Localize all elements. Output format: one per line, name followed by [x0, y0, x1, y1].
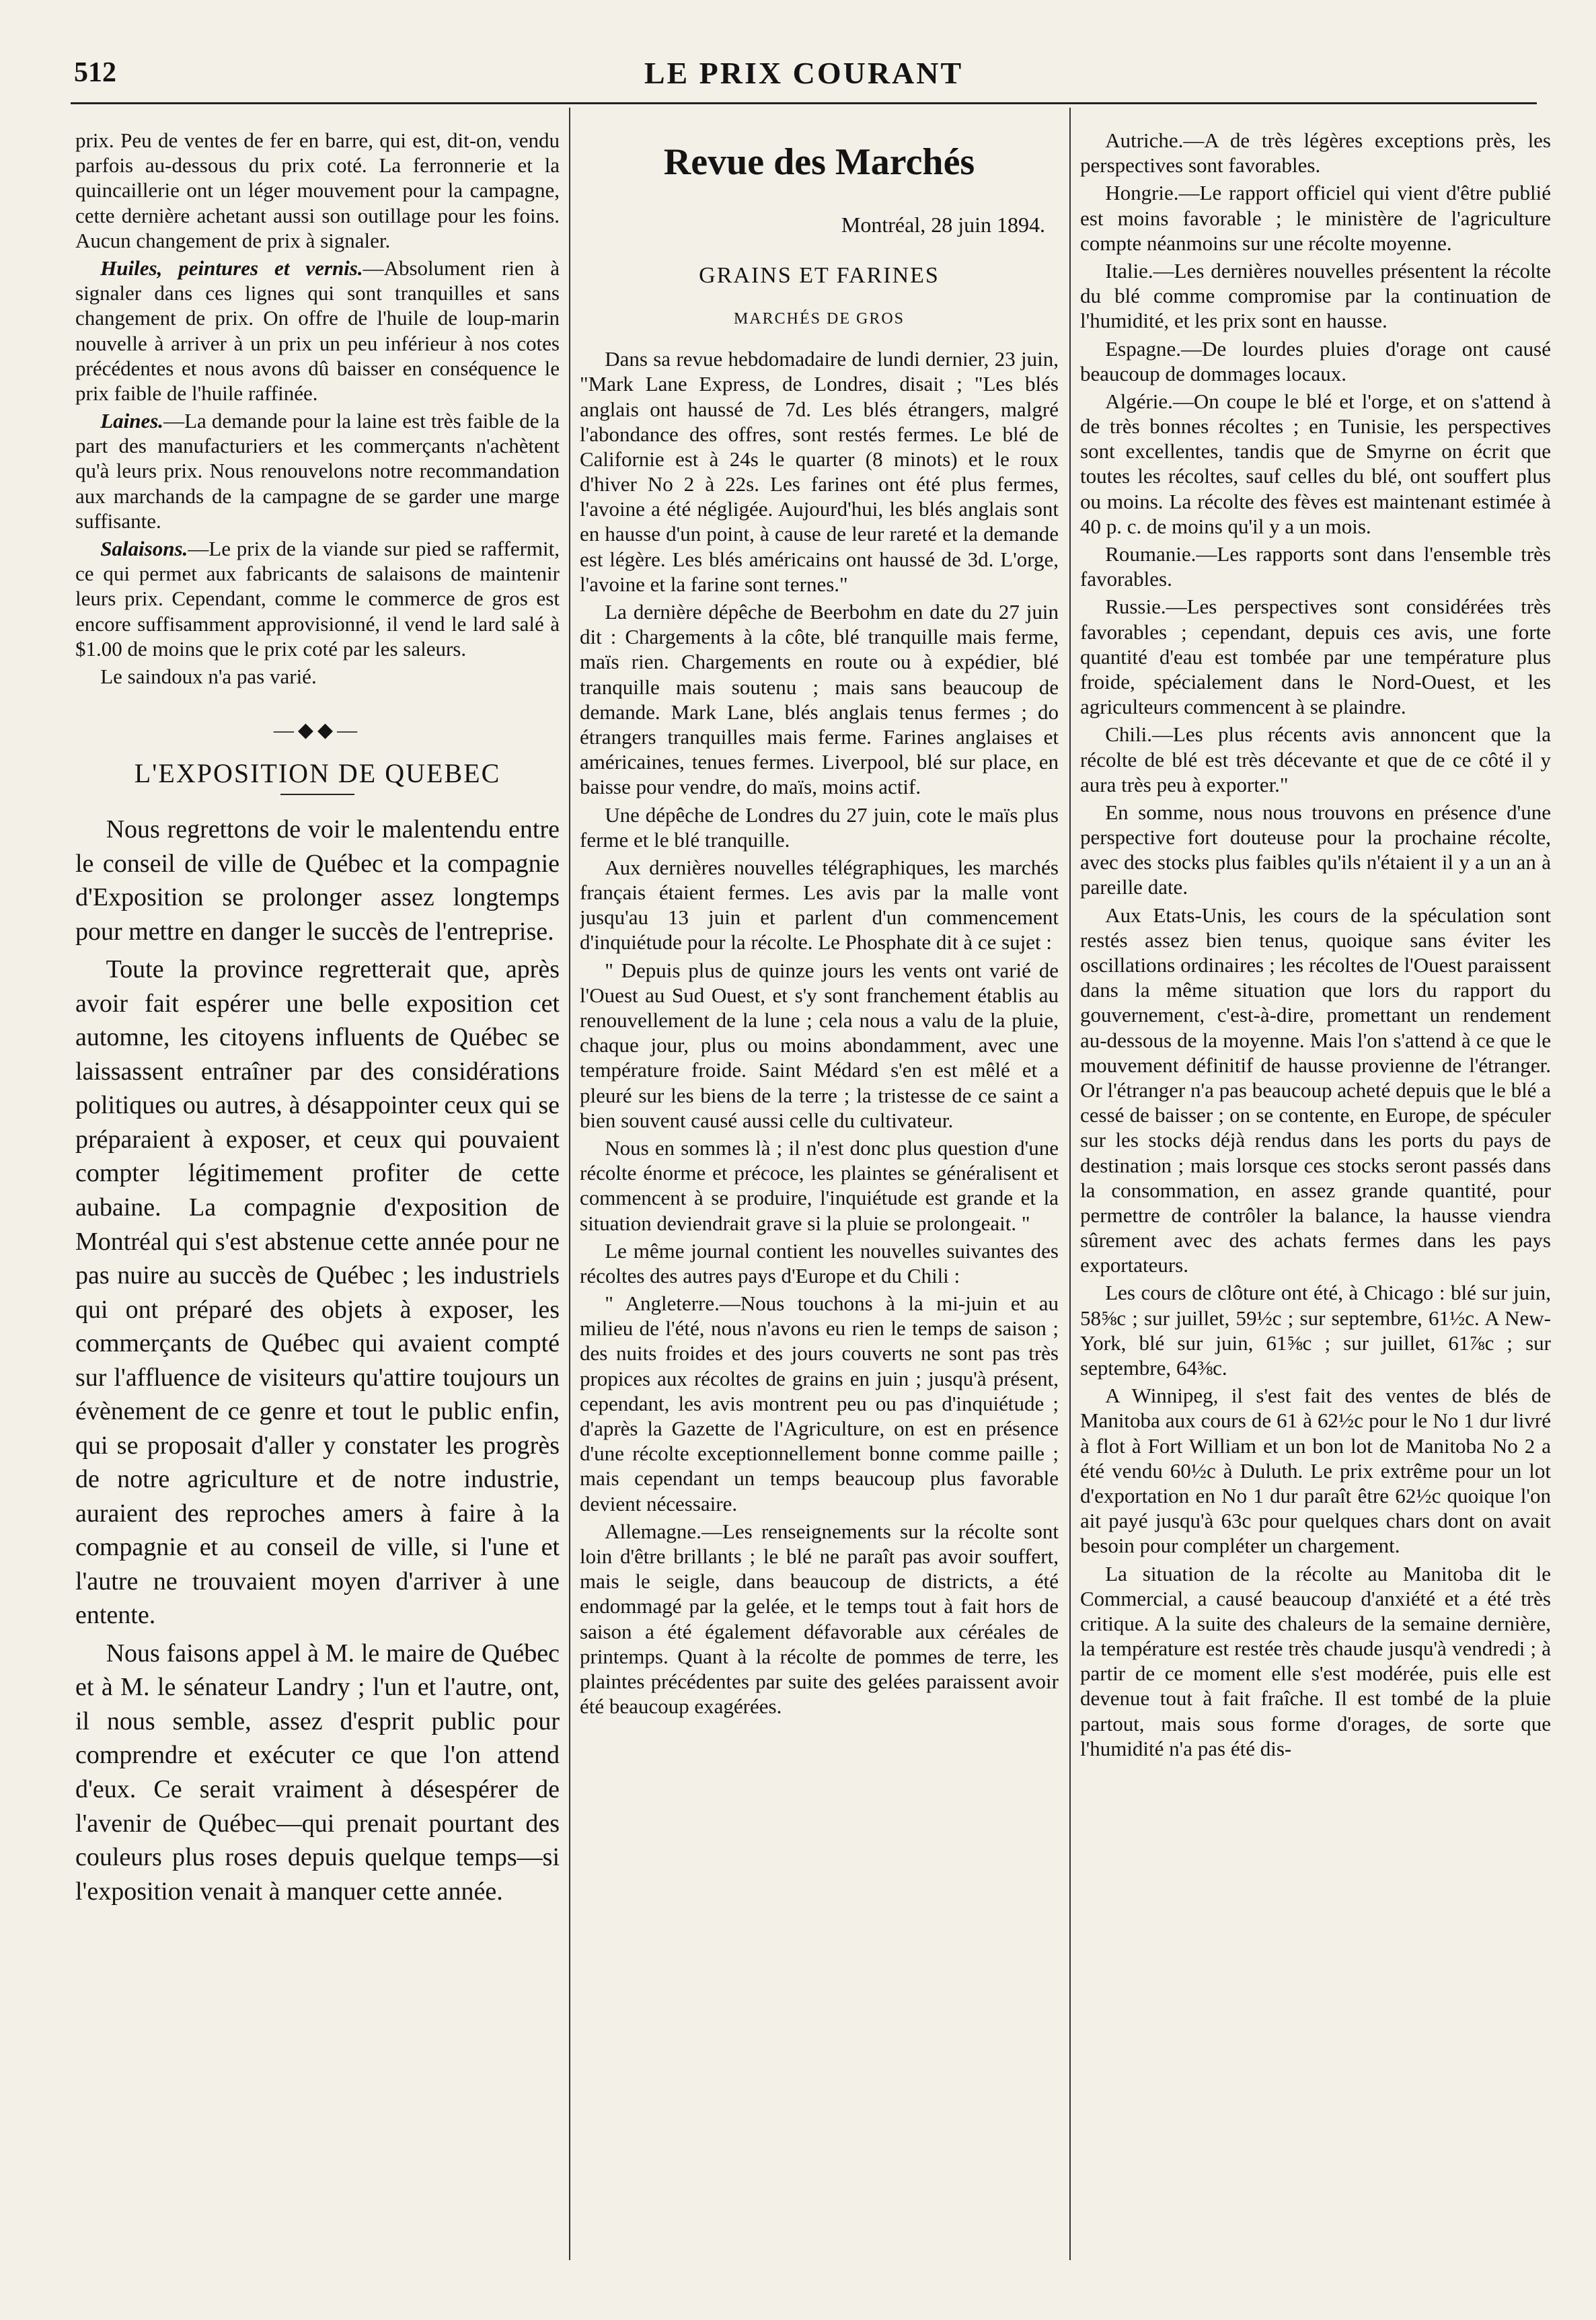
paragraph: Le saindoux n'a pas varié.	[100, 664, 317, 688]
page-header	[74, 52, 1533, 100]
paragraph: Algérie.—On coupe le blé et l'orge, et on s'attend à de très bonnes récoltes ; en Tunisie, les perspectives sont excellentes, tandis que de Smyrne on écrit que toutes les récoltes, sauf celles du blé, ont souffert plus ou moins. La récolte des fèves est maintenant estimée à 40 p. c. de moins qu'il y a un mois.	[1080, 389, 1551, 538]
expo-article	[75, 813, 560, 1908]
paragraph: Nous regrettons de voir le malentendu entre le conseil de ville de Québec et la compagnie d'Exposition se prolonger assez longtemps pour mettre en danger le succès de l'entreprise.	[75, 815, 560, 946]
subsection-heading: MARCHÉS DE GROS	[733, 310, 905, 328]
revue-headline: Revue des Marchés	[663, 141, 975, 183]
column-center	[580, 128, 1059, 2274]
paragraph: Les cours de clôture ont été, à Chicago : blé sur juin, 58⅝c ; sur juillet, 59½c ; sur septembre, 61½c. A New-York, blé sur juin, 61⅝c ; sur juillet, 61⅞c ; sur septembre, 64⅜c.	[1080, 1281, 1551, 1380]
column-divider-1	[569, 108, 570, 2260]
headline-rule	[280, 794, 354, 795]
paragraph: Huiles, peintures et vernis.—Absolument rien à signaler dans ces lignes qui sont tranquilles et sans changement de prix. On offre de l'huile de loup-marin nouvelle à arriver à un prix un peu inférieur à nos cotes précédentes et nous avons dû baisser en conséquence le prix faible de l'huile raffinée.	[75, 256, 560, 405]
paragraph: Chili.—Les plus récents avis annoncent que la récolte de blé est très décevante et que de ce côté il y aura très peu à exporter."	[1080, 722, 1551, 796]
paragraph: Hongrie.—Le rapport officiel qui vient d'être publié est moins favorable ; le ministère de l'agriculture compte néanmoins sur une récolte moyenne.	[1080, 181, 1551, 255]
column-right	[1080, 128, 1551, 2274]
page-number: 512	[74, 57, 116, 88]
paragraph: Dans sa revue hebdomadaire de lundi dernier, 23 juin, "Mark Lane Express, de Londres, disait ; "Les blés anglais ont haussé de 7d. Les blés étrangers, malgré l'abondance des offres, sont restés fermes. Le blé de Californie est à 24s le quarter (8 minots) et le roux d'hiver No 2 à 22s. Les farines ont été plus fermes, l'avoine a été négligée. Aujourd'hui, les blés anglais sont en hausse d'un point, à cause de leur rareté et la demande est légère. Les blés américains ont haussé de 3d. L'orge, l'avoine et la farine sont ternes."	[580, 347, 1059, 596]
paragraph: prix. Peu de ventes de fer en barre, qui est, dit-on, vendu parfois au-dessous du prix coté. La ferronnerie et la quincaillerie ont un léger mouvement pour la campagne, cette dernière achetant aussi son outillage pour les foins. Aucun changement de prix à signaler.	[75, 128, 560, 252]
paragraph: Le même journal contient les nouvelles suivantes des récoltes des autres pays d'Europe et du Chili :	[580, 1238, 1059, 1287]
paragraph: Une dépêche de Londres du 27 juin, cote le maïs plus ferme et le blé tranquille.	[580, 802, 1059, 852]
paragraph: Toute la province regretterait que, après avoir fait espérer une belle exposition cet automne, les citoyens influents de Québec se laissassent entraîner par des considérations politiques ou autres, à désappointer ceux qui se préparaient à exposer, et ceux qui pouvaient compter légitimement profiter de cette aubaine. La compagnie d'exposition de Montréal qui s'est abstenue cette année pour ne pas nuire au succès de Québec ; les industriels qui ont préparé des objets à exposer, les commerçants de Québec qui avaient compté sur l'affluence de visiteurs qu'attire toujours un évènement de ce genre et tout le public enfin, qui se proposait d'aller y constater les progrès de notre agriculture et de notre industrie, auraient des reproches amers à faire à la compagnie et au conseil de ville, si l'une et l'autre ne trouvaient moyen d'arriver à une entente.	[75, 955, 560, 1630]
section-heading: GRAINS ET FARINES	[699, 262, 940, 288]
paragraph: La situation de la récolte au Manitoba dit le Commercial, a causé beaucoup d'anxiété et a été très critique. A la suite des chaleurs de la semaine dernière, la température est restée très chaude jusqu'à vendredi ; à partir de ce moment elle s'est modérée, puis elle est devenue tout à fait fraîche. Il est tombé de la pluie partout, mais sous forme d'orages, de sorte que l'humidité n'a pas été dis-	[1080, 1561, 1551, 1760]
paragraph: La dernière dépêche de Beerbohm en date du 27 juin dit : Chargements à la côte, blé tranquille mais ferme, maïs rien. Chargements en route ou à expédier, blé tranquille mais soutenu ; mais sans beaucoup de demande. Mark Lane, blés anglais tenus fermes ; do étrangers tranquilles mais ferme. Farines anglaises et américaines, tenues fermes. Liverpool, blé sur place, en baisse pour vendre, do maïs, moins actif.	[580, 600, 1059, 799]
header-rule	[71, 102, 1537, 104]
paragraph: Allemagne.—Les renseignements sur la récolte sont loin d'être brillants ; le blé ne paraît pas avoir souffert, mais le seigle, dans beaucoup de districts, a été endommagé par la gelée, et le temps tout à fait hors de saison a été également défavorable aux céréales de printemps. Quant à la récolte de pommes de terre, les plaintes précédentes par suite des gelées paraissent avoir été beaucoup exagérées.	[580, 1519, 1059, 1719]
paragraph: En somme, nous nous trouvons en présence d'une perspective fort douteuse pour la prochaine récolte, avec des stocks plus faibles qu'ils n'étaient il y a un an à pareille date.	[1080, 800, 1551, 899]
column-left	[75, 128, 560, 2274]
newspaper-title: LE PRIX COURANT	[644, 56, 964, 90]
paragraph: Autriche.—A de très légères exceptions près, les perspectives sont favorables.	[1080, 128, 1551, 178]
paragraph: Espagne.—De lourdes pluies d'orage ont causé beaucoup de dommages locaux.	[1080, 336, 1551, 385]
section-ornament: —◆◆—	[273, 719, 362, 742]
dateline: Montréal, 28 juin 1894.	[841, 213, 1045, 237]
paragraph: Laines.—La demande pour la laine est très faible de la part des manufacturiers et les commerçants n'achètent qu'à leurs prix. Nous renouvelons notre recommandation aux marchands de la campagne de se garder une marge suffisante.	[75, 409, 560, 533]
paragraph: Nous faisons appel à M. le maire de Québec et à M. le sénateur Landry ; l'un et l'autre, ont, il nous semble, assez d'esprit public pour comprendre et exécuter ce que l'on attend d'eux. Ce serait vraiment à désespérer de l'avenir de Québec—qui prenait pourtant des couleurs plus roses depuis quelque temps—si l'exposition venait à manquer cette année.	[75, 1639, 560, 1906]
paragraph: Nous en sommes là ; il n'est donc plus question d'une récolte énorme et précoce, les plaintes se généralisent et commencent à se produire, l'inquiétude est grande et la situation deviendrait grave si la pluie se prolongeait. "	[580, 1135, 1059, 1235]
paragraph: Salaisons.—Le prix de la viande sur pied se raffermit, ce qui permet aux fabricants de salaisons de maintenir leurs prix. Cependant, comme le commerce de gros est encore suffisamment approvisionné, il vend le lard salé à $1.00 de moins que le prix coté par les saleurs.	[75, 537, 560, 661]
paragraph: Aux Etats-Unis, les cours de la spéculation sont restés assez bien tenus, quoique sans éviter les oscillations ordinaires ; les récoltes de l'Ouest paraissent dans la même situation que lors du rapport du gouvernement, c'est-à-dire, promettant un rendement au-dessous de la moyenne. Mais l'on s'attend à ce que le mouvement définitif de hausse provienne de l'étranger. Or l'étranger n'a pas beaucoup acheté depuis que le blé a cessé de baisser ; on se contente, en Europe, de spéculer sur les stocks déjà rendus dans les ports du pays de destination ; mais lorsque ces stocks seront passés dans la consommation, en assez grande quantité, pour permettre de contrôler la balance, la hausse viendra sûrement avec des achats fermes dans les pays exportateurs.	[1080, 903, 1551, 1277]
paragraph: Aux dernières nouvelles télégraphiques, les marchés français étaient fermes. Les avis par la malle vont jusqu'au 13 juin et parlent d'un commencement d'inquiétude pour la récolte. Le Phosphate dit à ce sujet :	[580, 855, 1059, 955]
paragraph: Roumanie.—Les rapports sont dans l'ensemble très favorables.	[1080, 542, 1551, 591]
expo-headline: L'EXPOSITION DE QUEBEC	[134, 758, 501, 789]
paragraph: Russie.—Les perspectives sont considérées très favorables ; cependant, depuis ces avis, une forte quantité d'eau est tombée par une température plus froide, spécialement dans le Nord-Ouest, et les agriculteurs commencent à se plaindre.	[1080, 595, 1551, 719]
column-divider-2	[1069, 108, 1071, 2260]
paragraph: Italie.—Les dernières nouvelles présentent la récolte du blé comme compromise par la continuation de l'humidité, et les prix sont en hausse.	[1080, 258, 1551, 333]
paragraph: A Winnipeg, il s'est fait des ventes de blés de Manitoba aux cours de 61 à 62½c pour le No 1 dur livré à flot à Fort William et un bon lot de Manitoba No 2 a été vendu 60½c à Duluth. Le prix extrême pour un lot d'exportation en No 1 dur paraît être 62½c quoique l'on ait payé jusqu'à 63c pour quelques chars dont on avait besoin pour compléter un chargement.	[1080, 1384, 1551, 1558]
paragraph: " Angleterre.—Nous touchons à la mi-juin et au milieu de l'été, nous n'avons eu rien le temps de saison ; des nuits froides et des jours couverts ne sont pas très propices aux récoltes de grains en juin ; jusqu'à présent, cependant, les avis montrent peu ou pas d'inquiétude ; d'après la Gazette de l'Agriculture, on est en présence d'une récolte exceptionnellement bonne comme paille ; mais cependant un temps beaucoup plus favorable devient nécessaire.	[580, 1292, 1059, 1516]
paragraph: " Depuis plus de quinze jours les vents ont varié de l'Ouest au Sud Ouest, et s'y sont franchement établis au renouvellement de la lune ; cela nous a valu de la pluie, chaque jour, plus ou moins abondamment, avec une température froide. Saint Médard s'en est mêlé et a pleuré sur les biens de la terre ; la tristesse de ce saint a bien souvent causé aussi celle du cultivateur.	[580, 958, 1059, 1132]
